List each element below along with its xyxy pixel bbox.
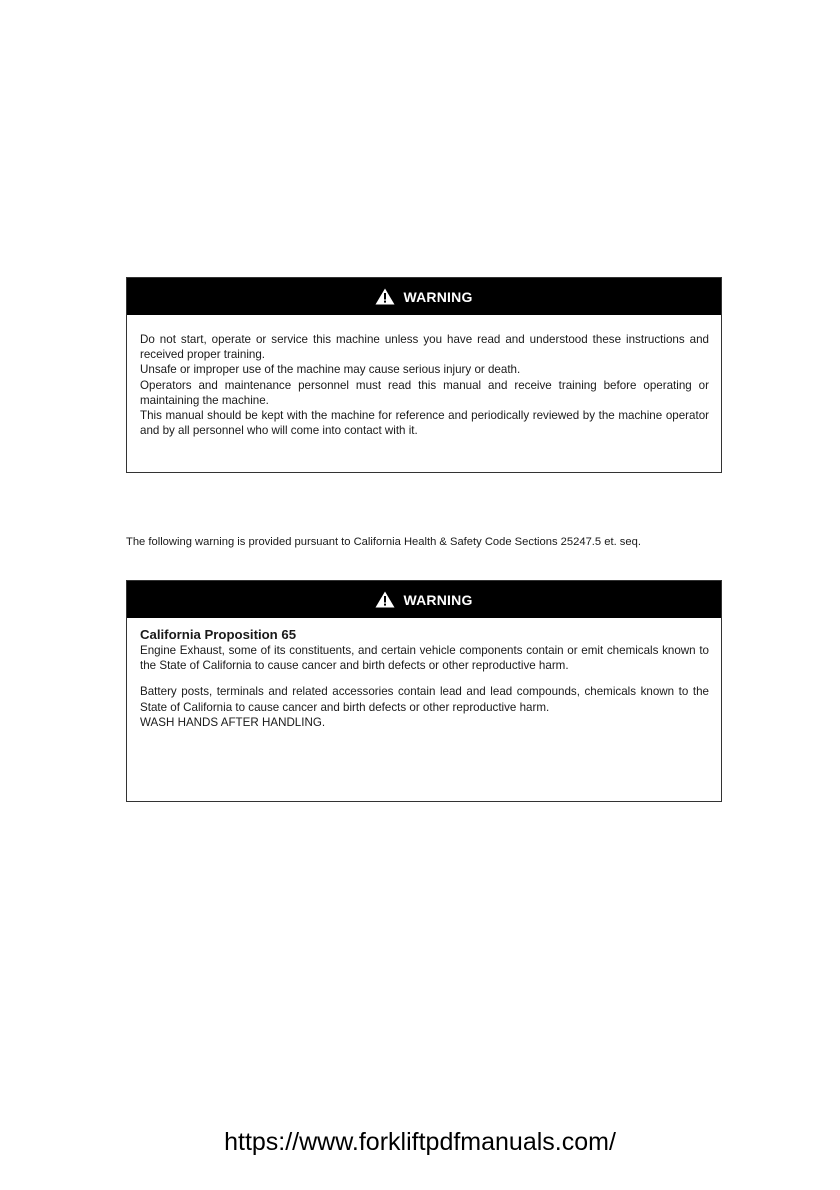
warning-text-line: This manual should be kept with the machine for reference and periodically reviewed by the machine operator and by all personnel who will come into contact with it.: [140, 409, 709, 438]
footer-url-link[interactable]: https://www.forkliftpdfmanuals.com/: [224, 1128, 616, 1156]
prop65-preamble: The following warning is provided pursuant to California Health & Safety Code Sections 25247.5 et. seq.: [126, 536, 641, 548]
warning-text-line: Do not start, operate or service this machine unless you have read and understood these instructions and received proper training.: [140, 333, 709, 362]
warning-text-line: Unsafe or improper use of the machine may cause serious injury or death.: [140, 363, 521, 377]
warning-box-prop65: [126, 580, 722, 802]
warning-header-label: WARNING: [403, 288, 473, 305]
warning-text-line: Operators and maintenance personnel must read this manual and receive training before operating or maintaining the machine.: [140, 378, 709, 407]
prop65-wash-hands: WASH HANDS AFTER HANDLING.: [140, 715, 326, 729]
warning-triangle-icon: [375, 288, 395, 305]
warning-header-label: WARNING: [403, 591, 473, 608]
prop65-paragraph: Battery posts, terminals and related accessories contain lead and lead compounds, chemicals known to the State of California to cause cancer and birth defects or other reproductive harm.: [140, 685, 709, 714]
warning-box-general: [126, 277, 722, 473]
prop65-title: California Proposition 65: [140, 627, 297, 642]
prop65-paragraph: Engine Exhaust, some of its constituents, and certain vehicle components contain or emit chemicals known to the State of California to cause cancer and birth defects or other reproductive harm.: [140, 644, 709, 673]
warning-body: [127, 618, 721, 730]
warning-header: [127, 581, 721, 618]
warning-body: [127, 315, 721, 438]
warning-triangle-icon: [375, 591, 395, 608]
warning-header: [127, 278, 721, 315]
